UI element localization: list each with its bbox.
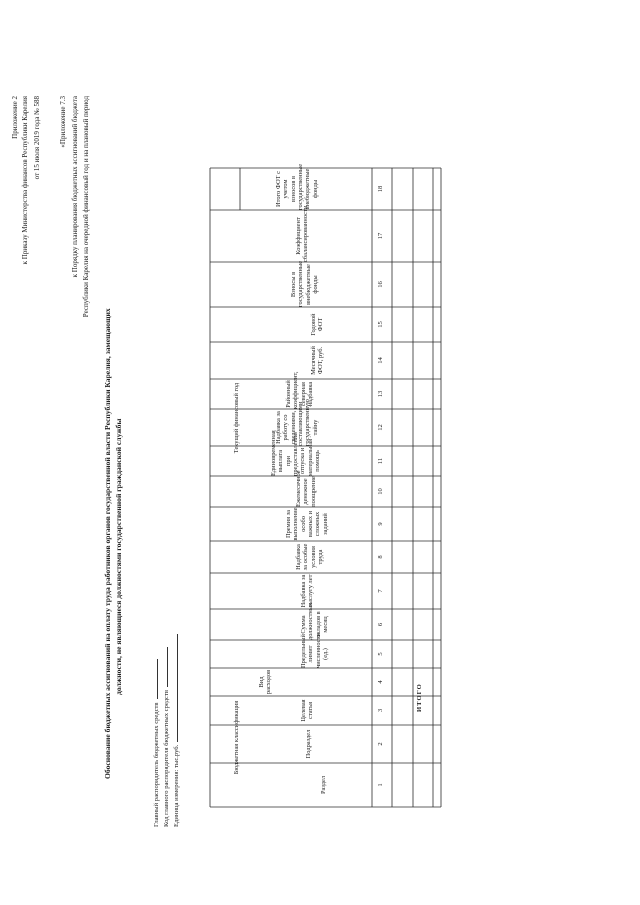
col-number-5: 5 bbox=[377, 652, 384, 656]
col-number-16: 16 bbox=[377, 281, 384, 288]
col-number-4: 4 bbox=[377, 680, 384, 684]
unit-label: Единица измерения: тыс.руб. bbox=[174, 634, 181, 827]
col-number-17: 17 bbox=[377, 232, 384, 240]
col-header-regional-coef: Районный коэффициент, северная надбавка bbox=[285, 371, 315, 409]
col-header-seniority: Надбавка за выслугу лет bbox=[300, 574, 315, 608]
appendix-ref-line-3: Республики Карелия на очередной финансовый год и на плановый период bbox=[82, 96, 90, 318]
col-header-contributions: Взносы в государственные внебюджетные фонды bbox=[290, 260, 320, 307]
main-manager-label: Главный распорядитель бюджетных средств bbox=[154, 659, 161, 827]
col-header-total-fot: Итого ФОТ с учетом взносов в государственные внебюджетные фонды bbox=[275, 163, 319, 210]
col-header-monthly-incentive: Ежемесячное денежное поощрение bbox=[295, 470, 317, 507]
annex-line-3: от 15 июля 2019 года № 588 bbox=[33, 96, 41, 180]
col-number-18: 18 bbox=[377, 185, 384, 193]
appendix-ref-line-1: «Приложение 7.3 bbox=[59, 96, 67, 148]
col-header-leave-payment: Единовременная выплата при предоставлении отпуска и материальная помощь bbox=[270, 430, 322, 476]
col-number-7: 7 bbox=[377, 589, 384, 593]
col-header-razdel: Раздел bbox=[320, 775, 327, 795]
col-number-8: 8 bbox=[377, 555, 384, 559]
col-header-balance-coef: Коэффициент сбалансированности bbox=[295, 205, 310, 262]
grid-lines bbox=[210, 163, 441, 807]
col-header-staff-limit: Предельный лимит численности (ед.) bbox=[300, 633, 330, 668]
document-title-line-1: Обоснование бюджетных ассигнований на оплату труда работников органов государственной власти Республики Карелия, замещающих bbox=[103, 308, 112, 779]
col-number-6: 6 bbox=[377, 622, 384, 627]
manager-code-label: Код главного распорядителя бюджетных средств bbox=[164, 647, 171, 827]
col-number-14: 14 bbox=[377, 357, 384, 364]
group-header-year: Текущий финансовый год bbox=[233, 382, 240, 454]
annex-line-2: к Приказу Министерства финансов Республики Карелия bbox=[21, 96, 29, 265]
col-header-secrecy: Надбавка за работу со сведениями, составляющими государственную тайну bbox=[275, 399, 319, 446]
appendix-ref-line-2: к Порядку планирования бюджетных ассигнований бюджета bbox=[71, 96, 79, 278]
col-number-9: 9 bbox=[377, 522, 384, 526]
col-number-12: 12 bbox=[377, 424, 384, 431]
col-number-1: 1 bbox=[377, 783, 384, 787]
col-header-annual-fot: Годовой ФОТ bbox=[310, 313, 325, 336]
col-header-podrazdel: Подраздел bbox=[305, 729, 312, 759]
annex-line-1: Приложение 2 bbox=[11, 96, 19, 139]
col-number-13: 13 bbox=[377, 390, 384, 398]
col-header-special-conditions: Надбавка за особые условия труда bbox=[295, 543, 325, 571]
col-header-expense-type: Вид расходов bbox=[258, 669, 273, 695]
col-number-15: 15 bbox=[377, 321, 384, 328]
col-header-target-article: Целевая статья bbox=[300, 699, 315, 722]
col-number-3: 3 bbox=[377, 708, 384, 713]
document-title-line-2: должности, не являющиеся должностями государственной гражданской службы bbox=[114, 418, 123, 695]
col-number-10: 10 bbox=[377, 488, 384, 495]
total-row-label: ИТОГО bbox=[416, 683, 423, 712]
col-number-2: 2 bbox=[377, 742, 384, 746]
col-header-salary-sum: Сумма должностных окладов в месяц bbox=[300, 602, 330, 640]
col-header-monthly-fot: Месячный ФОТ, руб. bbox=[310, 346, 325, 375]
col-number-11: 11 bbox=[377, 457, 384, 465]
col-header-bonus: Премия за выполнение особо важных и сложных заданий bbox=[285, 507, 329, 541]
group-header-budget: Бюджетная классификация bbox=[233, 700, 240, 775]
